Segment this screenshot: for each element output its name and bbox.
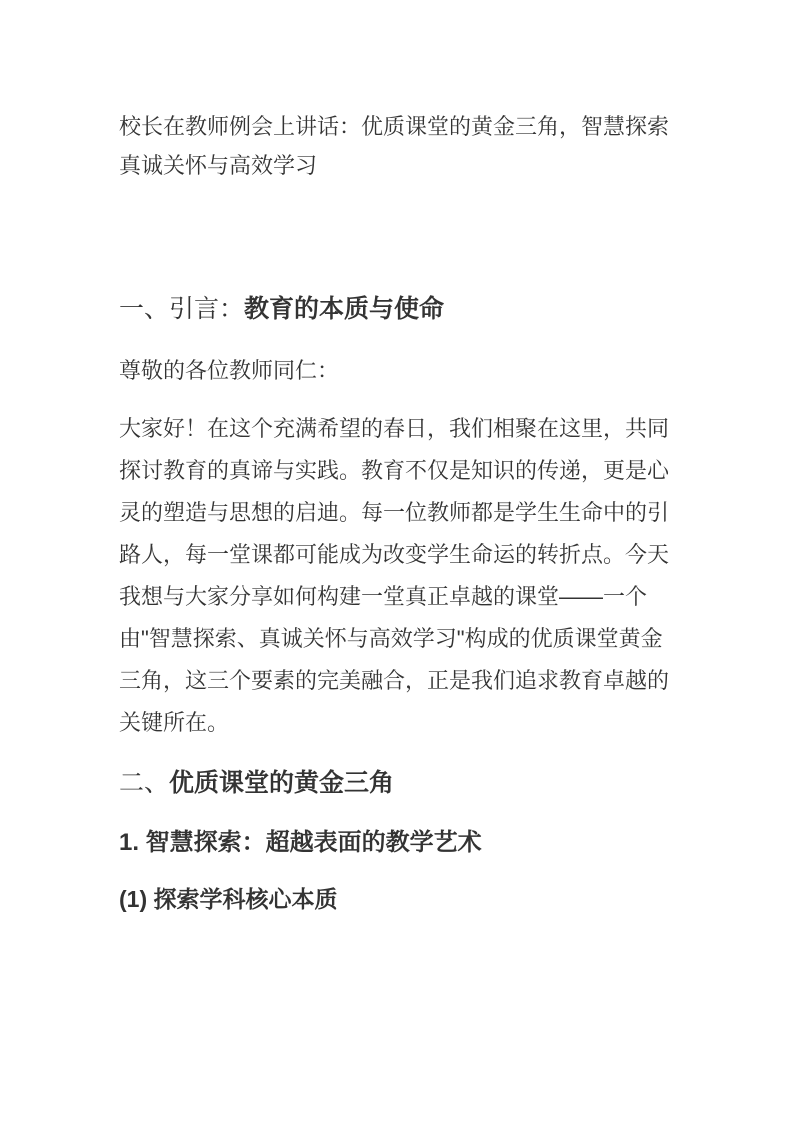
section-heading-introduction (119, 291, 677, 327)
section-number-prefix: 二、 (119, 769, 170, 797)
point-heading-explore-subject-essence: (1) 探索学科核心本质 (119, 886, 338, 912)
section-number-prefix: 一、引言： (119, 295, 245, 323)
section-heading-golden-triangle (119, 765, 677, 801)
subsection-heading-wise-exploration: 1. 智慧探索：超越表面的教学艺术 (119, 829, 482, 856)
introduction-paragraph: 大家好！在这个充满希望的春日，我们相聚在这里，共同探讨教育的真谛与实践。教育不仅是知识的传递，更是心灵的塑造与思想的启迪。每一位教师都是学生生命中的引路人，每一堂课都可能成为改变学生命运的转折点。今天我想与大家分享如何构建一堂真正卓越的课堂——一个由"智慧探索、真诚关怀与高效学习"构成的优质课堂黄金三角，这三个要素的完美融合，正是我们追求教育卓越的关键所在。 (119, 416, 670, 735)
document-title: 校长在教师例会上讲话：优质课堂的黄金三角，智慧探索真诚关怀与高效学习 (119, 114, 670, 178)
section-heading-emphasis: 教育的本质与使命 (244, 295, 445, 323)
greeting-line: 尊敬的各位教师同仁： (119, 358, 340, 383)
section-heading-emphasis: 优质课堂的黄金三角 (169, 769, 395, 797)
